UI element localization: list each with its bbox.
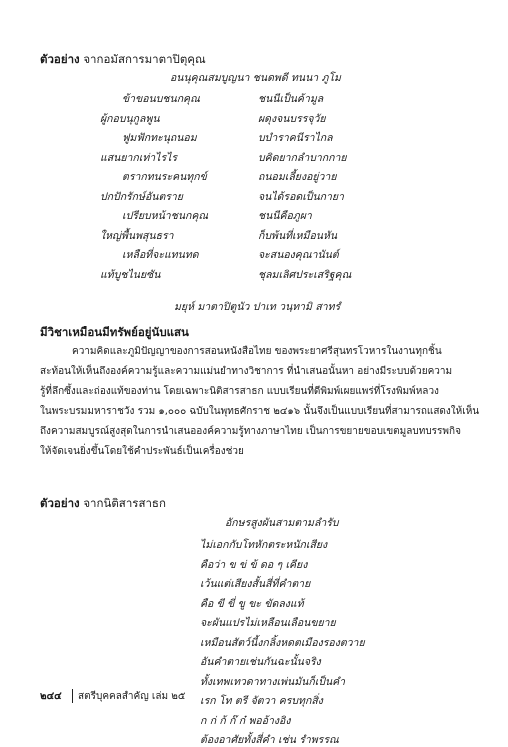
paragraph-line: ถึงความสมบูรณ์สูงสุดในการนำเสนอองค์ความรู้ทางภาษาไทย เป็นการขยายขอบเขตมูลบทบรรพกิจ <box>40 426 461 437</box>
example1-closing: มยุห์ มาตาปิตูนัว ปาเท วนฺทามิ สาทรํ <box>174 301 341 313</box>
poem1-left-line: เหลือที่จะแทนทด <box>122 249 199 261</box>
poem2-line: คือ ขี ขี่ ขู ขะ ขัดลงแท้ <box>200 597 304 610</box>
poem1-left-line: ปกปักรักษ์อันตราย <box>100 190 183 203</box>
poem1-right-line: บบำราคนีราไกล <box>258 132 333 144</box>
example2-heading <box>40 496 166 510</box>
poem1-left-line: เปรียบหน้าชนกคุณ <box>122 210 209 222</box>
poem1-right-line: จนได้รอดเป็นกายา <box>258 190 344 203</box>
example2-label: ตัวอย่าง <box>40 496 80 510</box>
poem1-left-line: แท้บูชไนยซัน <box>100 268 161 281</box>
poem1-left-line: ตรากทนระคนทุกข์ <box>122 171 207 183</box>
paragraph-line: สะท้อนให้เห็นถึงองค์ความรู้และความแม่นยำทางวิชาการ ที่นำเสนอนั้นหา อย่างมีระบบด้วยความ <box>40 366 453 377</box>
poem2-line: คือว่า ข ข่ ข้ ดอ ๆ เคียง <box>200 558 308 571</box>
poem2-line: อันคำตายเช่นกันฉะนั้นจริง <box>200 656 321 668</box>
poem1-right-line: ชุลมเลิศประเสริฐคุณ <box>258 268 352 281</box>
poem1-right-line: ก็บพ้นที่เหมือนหัน <box>258 229 338 242</box>
poem2-line: เว้นแต่เสียงสั้นสี่ที่คำตาย <box>200 578 311 590</box>
book-title: สตรีบุคคลสำคัญ เล่ม ๒๕ <box>78 691 186 702</box>
poem1-right-line: จะสนองคุณานันต์ <box>258 249 339 261</box>
paragraph-line: ในพระบรมมหาราชวัง รวม ๑,๐๐๐ ฉบับในพุทธศักราช ๒๔๑๖ นั้นจึงเป็นแบบเรียนที่สามารถแสดงให้เห็น <box>40 406 480 417</box>
poem1-right-line: บคิดยากลำบากกาย <box>258 151 347 164</box>
poem1-right-line: ชนนีคือภูผา <box>258 210 312 222</box>
page-number: ๒๔๔ <box>40 691 62 702</box>
footer-divider <box>72 689 73 703</box>
poem2-line: ก ก่ ก้ ก๊ ก๋ พออ้างอิง <box>200 714 291 727</box>
example1-label: ตัวอย่าง <box>40 52 80 66</box>
poem2-line: จะผันแปรไม่เหลือนเลือนขยาย <box>200 617 336 629</box>
poem1-left-line: ข้าขอนบชนกคุณ <box>122 93 200 105</box>
paragraph-line: รู้ที่ลึกซึ้งและถ่องแท้ของท่าน โดยเฉพาะนิติสารสาธก แบบเรียนที่ดีพิมพ์เผยแพร่ที่โรงพิมพ์หลวง <box>40 386 439 397</box>
poem2-line: เหมือนสัตว์นี้งกลิ้งหดตเมืองรองตวาย <box>200 636 365 649</box>
poem2-line: ไม่เอกกับโทหักตระหนักเสียง <box>200 539 328 551</box>
poem1-left-line: แสนยากเท่าไรไร <box>100 151 178 164</box>
poem2-line: ต้องอาศัยทั้งสี่คำ เช่น รำพรรณ <box>200 734 339 746</box>
example1-title: อนนุคุณสมบูญนา ชนดพดี ทนนา ภูโม <box>170 72 341 84</box>
paragraph-line: ความคิดและภูมิปัญญาของการสอนหนังสือไทย ของพระยาศรีสุนทรโวหารในงานทุกชิ้น <box>72 346 442 357</box>
example1-source: จากอมัสการมาตาปิตุคุณ <box>83 52 206 66</box>
poem1-left-line: ฟูมฟักทะนุถนอม <box>122 132 197 144</box>
poem1-left-line: ผู้กอบนุกูลพูน <box>100 112 160 125</box>
example2-source: จากนิติสารสาธก <box>83 496 166 510</box>
example1-heading <box>40 52 206 66</box>
paragraph-line: ให้จัดเจนยิ่งขึ้นโดยใช้คำประพันธ์เป็นเครื่องช่วย <box>40 446 244 457</box>
poem1-right-line: ผดุงจนบรรจุวัย <box>258 112 326 125</box>
section-heading: มีวิชาเหมือนมีทรัพย์อยู่นับแสน <box>40 325 189 339</box>
poem1-left-line: ใหญ่พื้นพสุนธรา <box>100 229 174 242</box>
poem1-right-line: ชนนีเป็นค้ามูล <box>258 93 324 105</box>
poem1-right-line: ถนอมเลี้ยงอยู่วาย <box>258 171 337 183</box>
poem2-line: ทั้งเทพเทวดาทางเพ่นมันก็เป็นคำ <box>200 675 346 688</box>
example2-title: อักษรสูงผันสามตามลำรับ <box>225 517 339 529</box>
poem2-line: เรก โท ตรี จัตวา ครบทุกสิ่ง <box>200 695 323 707</box>
